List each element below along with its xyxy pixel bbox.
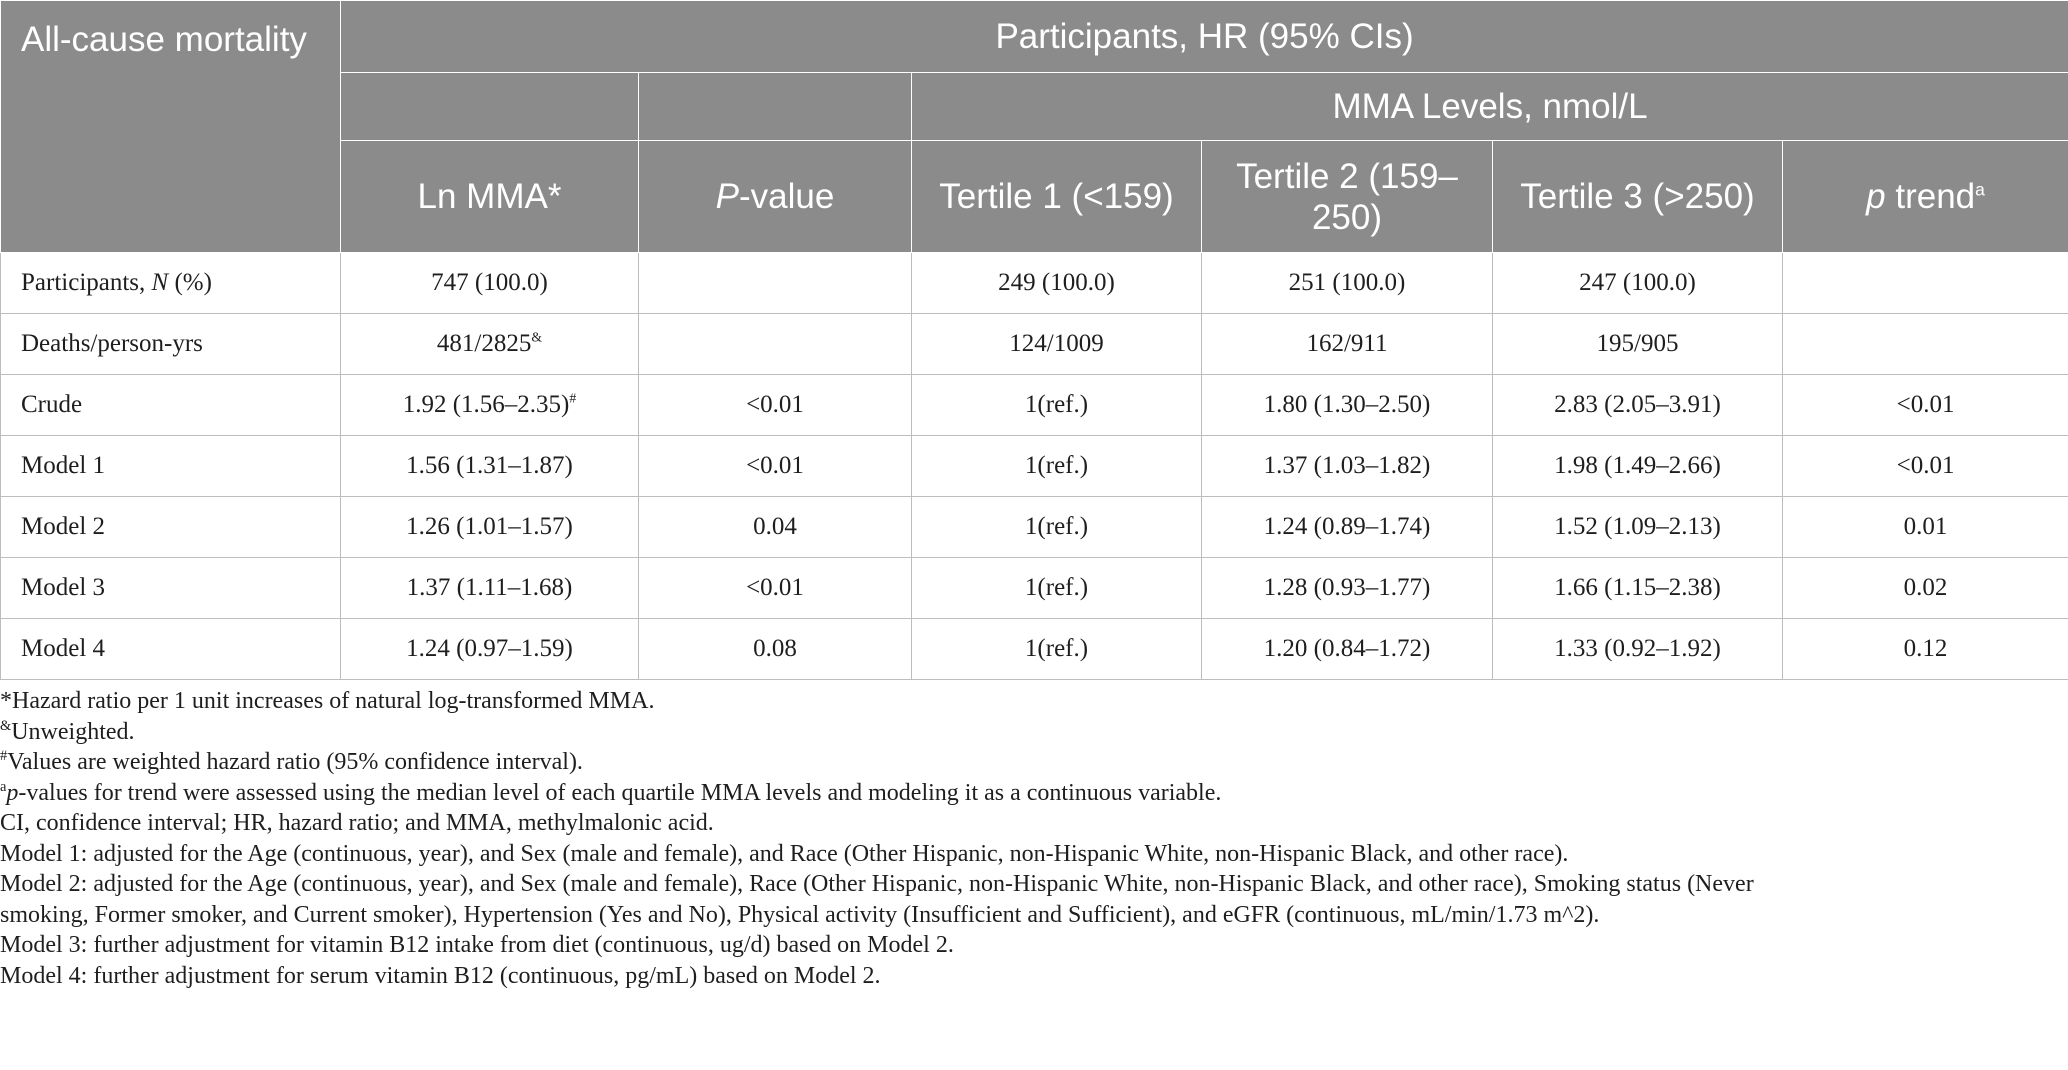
cell-p-trend: <0.01 (1783, 436, 2068, 497)
ln-mma-asterisk: * (547, 177, 562, 216)
cell-p-value (639, 253, 912, 314)
cell-ln-mma-value: 747 (100.0) (431, 269, 548, 296)
cell-ln-mma (341, 375, 639, 436)
row-label (1, 619, 341, 680)
row-label-italic: N (151, 269, 169, 296)
table-row (1, 558, 2068, 619)
cell-ln-mma (341, 253, 639, 314)
footnote-model-4: Model 4: further adjustment for serum vitamin B12 (continuous, pg/mL) based on Model 2. (0, 962, 881, 989)
col-header-ln-mma (341, 141, 639, 253)
cell-tertile-2: 1.24 (0.89–1.74) (1202, 497, 1493, 558)
cell-tertile-2: 1.20 (0.84–1.72) (1202, 619, 1493, 680)
cell-ln-mma (341, 558, 639, 619)
col-header-p-trend (1783, 141, 2068, 253)
cell-p-trend (1783, 314, 2068, 375)
cell-ln-mma (341, 619, 639, 680)
cell-tertile-1: 1(ref.) (912, 375, 1202, 436)
cell-ln-mma-value: 1.24 (0.97–1.59) (406, 635, 573, 662)
cell-p-value: 0.08 (639, 619, 912, 680)
row-label-suffix: (%) (168, 269, 212, 296)
footnote-model-1: Model 1: adjusted for the Age (continuous, year), and Sex (male and female), and Race (Other Hispanic, non-Hispanic White, non-Hispanic Black, and other race). (0, 840, 1569, 867)
table-row (1, 375, 2068, 436)
cell-ln-mma-value: 1.37 (1.11–1.68) (406, 574, 573, 601)
footnote-model-2-line-2: smoking, Former smoker, and Current smoker), Hypertension (Yes and No), Physical activity (Insufficient and Sufficient), and eGFR (continuous, mL/min/1.73 m^2). (0, 901, 1600, 928)
cell-p-trend: 0.01 (1783, 497, 2068, 558)
row-label (1, 253, 341, 314)
col-header-p-value (639, 141, 912, 253)
row-label (1, 497, 341, 558)
row-label-text: Crude (21, 391, 83, 418)
footnote-ampersand (0, 717, 2060, 748)
table-row (1, 497, 2068, 558)
header-row-1 (1, 1, 2068, 73)
cell-tertile-1: 124/1009 (912, 314, 1202, 375)
cell-ln-mma-value: 1.26 (1.01–1.57) (406, 513, 573, 540)
table-row (1, 436, 2068, 497)
cell-tertile-1: 1(ref.) (912, 619, 1202, 680)
row-label (1, 314, 341, 375)
cell-tertile-2: 162/911 (1202, 314, 1493, 375)
col-header-ln-mma-text: Ln MMA (417, 177, 548, 216)
p-trend-italic: p (1866, 177, 1886, 216)
p-trend-footnote-mark: a (1975, 179, 1985, 200)
cell-p-trend: <0.01 (1783, 375, 2068, 436)
p-value-rest: -value (739, 177, 835, 216)
cell-p-value (639, 314, 912, 375)
cell-ln-mma-value: 481/2825 (436, 330, 532, 357)
cell-ln-mma-mark: # (569, 390, 577, 406)
cell-tertile-1: 1(ref.) (912, 436, 1202, 497)
cell-p-value: <0.01 (639, 436, 912, 497)
cell-tertile-3: 1.98 (1.49–2.66) (1493, 436, 1783, 497)
p-italic: P (715, 177, 740, 216)
footnote-model-3: Model 3: further adjustment for vitamin B12 intake from diet (continuous, ug/d) based on Model 2. (0, 932, 954, 958)
footnote-a-italic: p (6, 779, 19, 806)
cell-tertile-1: 1(ref.) (912, 558, 1202, 619)
cell-tertile-3: 195/905 (1493, 314, 1783, 375)
row-label-text: Model 4 (21, 635, 106, 662)
row-label-text: Model 2 (21, 513, 106, 540)
row-label (1, 436, 341, 497)
cell-p-trend (1783, 253, 2068, 314)
row-label-text: Model 3 (21, 574, 106, 601)
col-header-tertile-1: Tertile 1 (<159) (912, 141, 1202, 253)
group-header-mma-levels: MMA Levels, nmol/L (912, 73, 2068, 141)
table-row (1, 253, 2068, 314)
cell-ln-mma-mark: & (531, 329, 543, 345)
table-row (1, 619, 2068, 680)
footnote-ampersand-mark: & (0, 717, 12, 734)
footnote-a-text: -values for trend were assessed using the median level of each quartile MMA levels and modeling it as a continuous variable. (18, 779, 1222, 806)
cell-tertile-3: 2.83 (2.05–3.91) (1493, 375, 1783, 436)
cell-tertile-3: 1.52 (1.09–2.13) (1493, 497, 1783, 558)
footnote-abbreviations: CI, confidence interval; HR, hazard ratio; and MMA, methylmalonic acid. (0, 810, 714, 836)
cell-p-value: 0.04 (639, 497, 912, 558)
blank-header-1 (341, 73, 639, 141)
group-header-participants: Participants, HR (95% CIs) (341, 1, 2068, 73)
cell-ln-mma (341, 497, 639, 558)
footnote-a-mark: a (0, 778, 7, 795)
row-label-text: Model 1 (21, 452, 106, 479)
row-label (1, 375, 341, 436)
col-header-tertile-2: Tertile 2 (159–250) (1202, 141, 1493, 253)
cell-p-trend: 0.12 (1783, 619, 2068, 680)
cell-tertile-3: 1.33 (0.92–1.92) (1493, 619, 1783, 680)
p-trend-rest: trend (1885, 177, 1976, 216)
corner-header: All-cause mortality (1, 1, 341, 253)
cell-p-value: <0.01 (639, 558, 912, 619)
cell-tertile-2: 1.37 (1.03–1.82) (1202, 436, 1493, 497)
cell-tertile-1: 249 (100.0) (912, 253, 1202, 314)
row-label-text: Participants, (21, 269, 152, 296)
cell-ln-mma (341, 436, 639, 497)
col-header-tertile-3: Tertile 3 (>250) (1493, 141, 1783, 253)
cell-tertile-2: 1.80 (1.30–2.50) (1202, 375, 1493, 436)
blank-header-2 (639, 73, 912, 141)
row-label-text: Deaths/person-yrs (21, 330, 203, 357)
table-row (1, 314, 2068, 375)
row-label (1, 558, 341, 619)
footnote-model-2-line-1: Model 2: adjusted for the Age (continuous, year), and Sex (male and female), Race (Other Hispanic, non-Hispanic White, non-Hispanic Black, and other race), Smoking status (Never (0, 871, 1754, 897)
footnote-a (0, 778, 2060, 809)
footnote-hash-text: Values are weighted hazard ratio (95% confidence interval). (7, 749, 583, 775)
cell-ln-mma-value: 1.92 (1.56–2.35) (402, 391, 570, 418)
cell-p-trend: 0.02 (1783, 558, 2068, 619)
footnote-ampersand-text: Unweighted. (11, 718, 135, 745)
cell-ln-mma (341, 314, 639, 375)
cell-tertile-3: 1.66 (1.15–2.38) (1493, 558, 1783, 619)
cell-tertile-2: 251 (100.0) (1202, 253, 1493, 314)
cell-tertile-2: 1.28 (0.93–1.77) (1202, 558, 1493, 619)
table-footnotes (0, 686, 2060, 991)
cell-tertile-1: 1(ref.) (912, 497, 1202, 558)
cell-tertile-3: 247 (100.0) (1493, 253, 1783, 314)
footnote-asterisk: *Hazard ratio per 1 unit increases of natural log-transformed MMA. (0, 688, 655, 714)
cell-ln-mma-value: 1.56 (1.31–1.87) (406, 452, 573, 479)
footnote-hash-mark: # (0, 748, 8, 764)
cell-p-value: <0.01 (639, 375, 912, 436)
footnote-hash (0, 747, 2060, 778)
